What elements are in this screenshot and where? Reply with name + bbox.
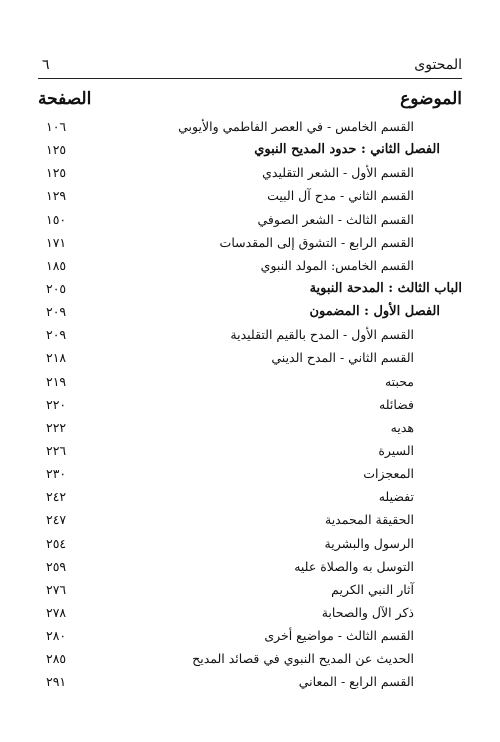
toc-entry	[38, 532, 462, 555]
toc-entry	[38, 208, 462, 231]
toc-entry	[38, 370, 462, 393]
toc-entry-page: ١٢٥	[46, 165, 67, 181]
toc-entry-page: ٢٨٥	[46, 651, 67, 667]
toc-entry	[38, 439, 462, 462]
toc-entry	[38, 485, 462, 508]
toc-entry-title: القسم الثاني - المدح الديني	[271, 350, 414, 366]
toc-entry-page: ٢٢٢	[46, 419, 67, 435]
toc-entry	[38, 601, 462, 624]
toc-entry	[38, 184, 462, 207]
toc-entry-page: ٢٢٦	[46, 442, 67, 458]
toc-entry	[38, 647, 462, 670]
toc-entry-title: التوسل به والصلاة عليه	[294, 558, 414, 574]
toc-entry	[38, 161, 462, 184]
toc-entry	[38, 300, 462, 323]
toc-entry-title: هديه	[390, 419, 414, 435]
toc-entry-title: المعجزات	[363, 466, 414, 482]
toc-entry-page: ٢١٩	[46, 373, 67, 389]
toc-entry-title: القسم الخامس: المولد النبوي	[260, 257, 414, 273]
toc-entry-page: ١٨٥	[46, 257, 67, 273]
toc-entry-page: ٢٣٠	[46, 466, 67, 482]
toc-entry-page: ٢٧٦	[46, 581, 67, 597]
toc-entry	[38, 462, 462, 485]
toc-entry-page: ٢٩١	[46, 674, 67, 690]
toc-entry-page: ٢٤٧	[46, 512, 67, 528]
toc-entry	[38, 277, 462, 300]
toc-entry	[38, 115, 462, 138]
toc-entry	[38, 231, 462, 254]
toc-entry-page: ١٢٩	[46, 188, 67, 204]
column-header-page: الصفحة	[38, 89, 92, 109]
toc-entry-page: ١٠٦	[46, 119, 67, 134]
toc-entry-page: ١٢٥	[46, 142, 67, 158]
toc-entry-title: ذكر الآل والصحابة	[321, 604, 414, 620]
toc-entry	[38, 578, 462, 601]
toc-entry	[38, 323, 462, 346]
toc-entry-title: الفصل الأول : المضمون	[309, 304, 440, 320]
toc-entry-title: القسم الأول - الشعر التقليدي	[262, 165, 414, 181]
toc-entry	[38, 254, 462, 277]
page-number: ٦	[42, 57, 50, 73]
toc-entry-title: السيرة	[378, 442, 414, 458]
toc-entry-page: ٢٨٠	[46, 628, 67, 644]
toc-entry	[38, 416, 462, 439]
toc-entry-title: تفضيله	[378, 489, 414, 505]
toc-entry-title: آثار النبي الكريم	[331, 581, 414, 597]
toc-entry-title: القسم الثالث - الشعر الصوفي	[257, 211, 414, 227]
toc-entry-title: الحديث عن المديح النبوي في قصائد المديح	[192, 651, 414, 667]
toc-entry	[38, 508, 462, 531]
toc-entry-page: ٢٠٥	[46, 280, 67, 296]
toc-entry-title: محبته	[384, 373, 414, 389]
toc-entry-title: القسم الأول - المدح بالقيم التقليدية	[230, 327, 414, 343]
toc-entry-page: ٢١٨	[46, 350, 67, 366]
toc-entry-title: القسم الرابع - المعاني	[298, 674, 414, 690]
toc-entry	[38, 393, 462, 416]
toc-entry-title: القسم الرابع - التشوق إلى المقدسات	[219, 234, 414, 250]
table-of-contents	[38, 115, 462, 694]
toc-entry-page: ٢٠٩	[46, 304, 67, 320]
toc-entry	[38, 624, 462, 647]
toc-entry-page: ٢٥٩	[46, 558, 67, 574]
toc-entry-page: ٢٢٠	[46, 396, 67, 412]
toc-entry-title: القسم الثالث - مواضيع أخرى	[264, 628, 414, 644]
toc-entry	[38, 555, 462, 578]
toc-entry-page: ٢٧٨	[46, 604, 67, 620]
toc-entry-title: فضائله	[379, 396, 414, 412]
toc-entry-title: القسم الثاني - مدح آل البيت	[267, 188, 414, 204]
toc-entry-title: الحقيقة المحمدية	[325, 512, 414, 528]
toc-entry-page: ٢٥٤	[46, 535, 67, 551]
toc-entry-title: الرسول والبشرية	[324, 535, 414, 551]
toc-entry-page: ٢٤٢	[46, 489, 67, 505]
toc-entry-page: ١٧١	[46, 234, 67, 250]
running-header-title: المحتوى	[414, 57, 462, 73]
toc-entry-title: الفصل الثاني : حدود المديح النبوي	[254, 142, 440, 158]
toc-entry-title: القسم الخامس - في العصر الفاطمي والأيوبي	[178, 119, 414, 134]
toc-entry-page: ١٥٠	[46, 211, 67, 227]
toc-entry	[38, 138, 462, 161]
toc-entry	[38, 670, 462, 693]
header-rule	[38, 78, 462, 79]
toc-entry-page: ٢٠٩	[46, 327, 67, 343]
toc-entry-title: الباب الثالث : المدحة النبوية	[309, 280, 462, 296]
toc-entry	[38, 346, 462, 369]
column-header-topic: الموضوع	[400, 89, 462, 109]
